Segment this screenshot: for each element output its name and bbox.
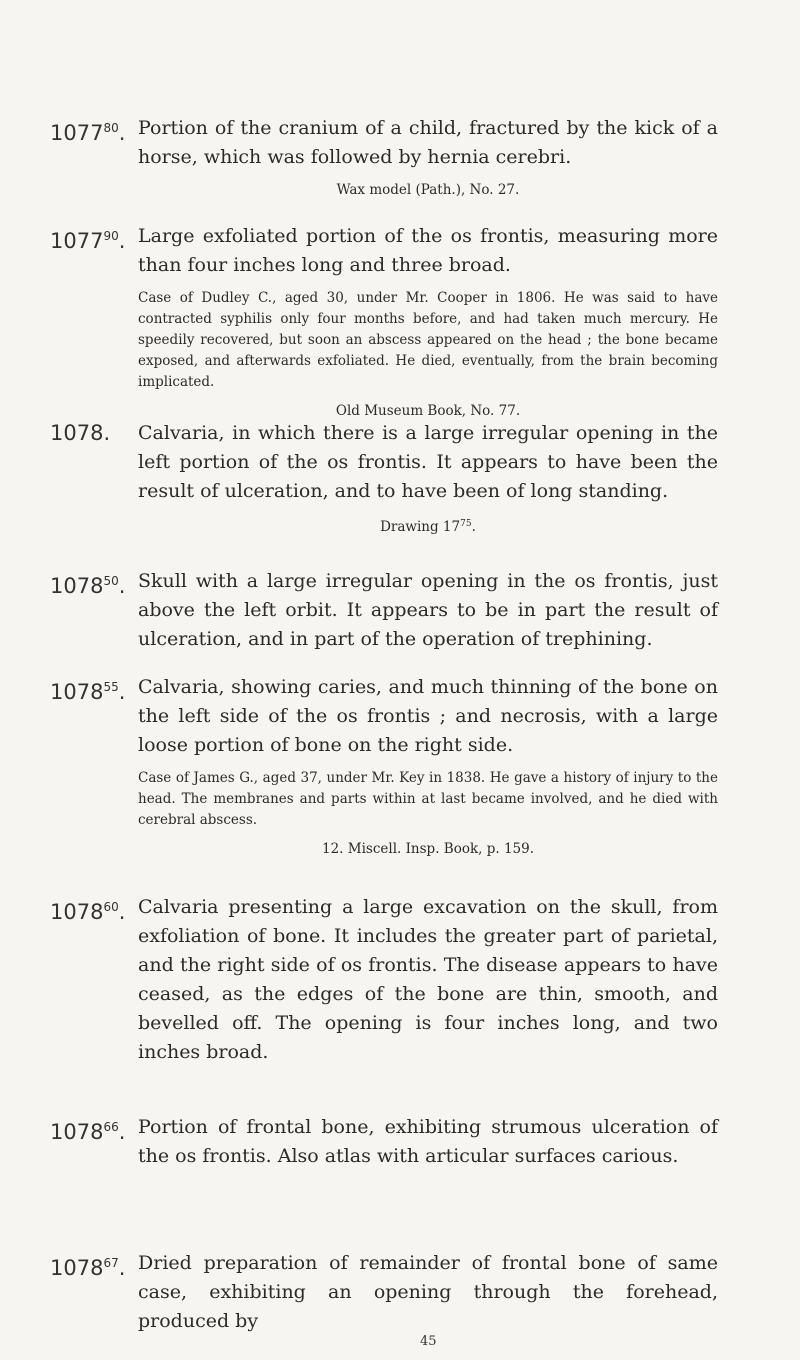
entry-description: Calvaria, showing caries, and much thinning of the bone on the left side of the os frontis ; and necrosis, with a large loose portion of bone on the right side. bbox=[138, 676, 718, 756]
entry-description: Portion of frontal bone, exhibiting strumous ulceration of the os frontis. Also atlas with articular surfaces carious. bbox=[138, 1116, 718, 1167]
entry-number: 1078$^{50}$. bbox=[50, 574, 126, 598]
catalogue-entry bbox=[50, 893, 750, 1067]
entry-description: Dried preparation of remainder of frontal bone of same case, exhibiting an opening through the forehead, produced by bbox=[138, 1252, 718, 1332]
entry-number: 1077$^{90}$. bbox=[50, 229, 126, 253]
catalogue-entry bbox=[50, 114, 750, 200]
entry-description: Calvaria presenting a large excavation on the skull, from exfoliation of bone. It includes the greater part of parietal, and the right side of os frontis. The disease appears to have ceased, as the edges of the bone are thin, smooth, and bevelled off. The opening is four inches long, and two inches broad. bbox=[138, 896, 718, 1063]
entry-reference: 12. Miscell. Insp. Book, p. 159. bbox=[322, 841, 534, 857]
catalogue-entry bbox=[50, 419, 750, 537]
entry-description: Skull with a large irregular opening in the os frontis, just above the left orbit. It appears to be in part the result of ulceration, and in part of the operation of trephining. bbox=[138, 570, 718, 650]
entry-reference: Old Museum Book, No. 77. bbox=[335, 403, 521, 419]
entry-reference: Wax model (Path.), No. 27. bbox=[336, 182, 520, 198]
entry-number: 1077$^{80}$. bbox=[50, 121, 126, 145]
case-note: Case of Dudley C., aged 30, under Mr. Cooper in 1806. He was said to have contracted syphilis only four months before, and had taken much mercury. He speedily recovered, but soon an abscess appeared on the head ; the bone became exposed, and afterwards exfoliated. He died, eventually, from the brain becoming implicated. bbox=[138, 290, 718, 390]
entry-number: 1078$^{55}$. bbox=[50, 680, 126, 704]
entry-number: 1078$^{66}$. bbox=[50, 1120, 126, 1144]
catalogue-entry bbox=[50, 1249, 750, 1336]
page-number: 45 bbox=[420, 1334, 437, 1349]
entry-description: Calvaria, in which there is a large irregular opening in the left portion of the os frontis. It appears to have been the result of ulceration, and to have been of long standing. bbox=[138, 422, 718, 502]
case-note: Case of James G., aged 37, under Mr. Key in 1838. He gave a history of injury to the head. The membranes and parts within at last became involved, and he died with cerebral abscess. bbox=[138, 770, 718, 828]
catalogue-entry bbox=[50, 1113, 750, 1171]
entry-number: 1078. bbox=[50, 421, 111, 445]
catalogue-entry bbox=[50, 222, 750, 421]
entry-description: Large exfoliated portion of the os frontis, measuring more than four inches long and three broad. bbox=[138, 225, 718, 276]
catalogue-entry bbox=[50, 567, 750, 654]
catalogue-entry bbox=[50, 673, 750, 859]
entry-description: Portion of the cranium of a child, fractured by the kick of a horse, which was followed by hernia cerebri. bbox=[138, 117, 718, 168]
entry-number: 1078$^{67}$. bbox=[50, 1256, 126, 1280]
entry-reference: Drawing $17^{75}$. bbox=[380, 519, 476, 535]
entry-number: 1078$^{60}$. bbox=[50, 900, 126, 924]
